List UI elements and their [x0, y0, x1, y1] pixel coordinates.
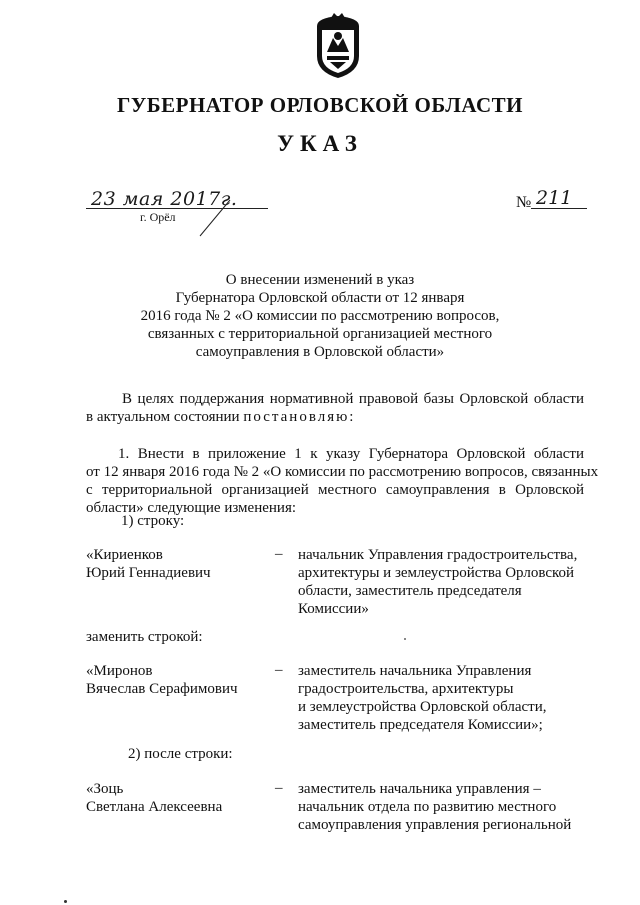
entry-1-dash: –	[275, 546, 283, 562]
preamble-text: в актуальном состоянии	[86, 409, 240, 425]
position-line: архитектуры и землеустройства Орловской	[298, 565, 575, 581]
item-1-line: 1. Внести в приложение 1 к указу Губернатора Орловской области	[118, 446, 584, 462]
item-1-line: области» следующие изменения:	[86, 500, 297, 516]
entry-2-given-name: Вячеслав Серафимович	[86, 681, 238, 697]
subject-line: самоуправления в Орловской области»	[195, 344, 445, 360]
preamble-paragraph	[86, 390, 584, 426]
position-line: заместитель начальника Управления	[298, 663, 532, 679]
signature-stroke	[190, 198, 240, 238]
entry-3-dash: –	[275, 780, 283, 796]
subitem-2: 2) после строки:	[128, 746, 233, 762]
decree-subject	[120, 271, 520, 361]
position-line: начальник Управления градостроительства,	[298, 547, 578, 563]
entry-3-surname: «Зоць	[86, 781, 124, 797]
position-line: начальник отдела по развитию местного	[298, 799, 557, 815]
entry-1-given-name: Юрий Геннадиевич	[86, 565, 211, 581]
item-1-line: от 12 января 2016 года № 2 «О комиссии по рассмотрению вопросов, связанных	[86, 464, 599, 480]
entry-1-position	[298, 546, 588, 618]
document-type-title: УКАЗ	[277, 131, 363, 156]
subitem-1: 1) строку:	[121, 513, 185, 529]
entry-2-dash: –	[275, 662, 283, 678]
position-line: и землеустройства Орловской области,	[298, 699, 547, 715]
issuing-authority-title: ГУБЕРНАТОР ОРЛОВСКОЙ ОБЛАСТИ	[116, 93, 524, 117]
coat-of-arms-emblem	[313, 12, 363, 80]
issue-city: г. Орёл	[140, 210, 176, 224]
position-line: области, заместитель председателя	[298, 583, 522, 599]
position-line: заместитель председателя Комиссии»;	[298, 717, 543, 733]
subject-line: связанных с территориальной организацией местного	[147, 326, 493, 342]
entry-2-position	[298, 662, 588, 734]
entry-3-position	[298, 780, 588, 834]
subject-line: Губернатора Орловской области от 12 января	[175, 290, 465, 306]
preamble-line	[86, 408, 584, 426]
position-line: градостроительства, архитектуры	[298, 681, 514, 697]
number-underline	[531, 208, 587, 209]
position-line: заместитель начальника управления –	[298, 781, 541, 797]
entry-1-surname: «Кириенков	[86, 547, 163, 563]
date-underline	[86, 208, 268, 209]
entry-3-given-name: Светлана Алексеевна	[86, 799, 223, 815]
scan-speck	[404, 638, 406, 640]
scan-speck	[64, 900, 67, 903]
replace-with-text: заменить строкой:	[86, 629, 203, 645]
subject-line: О внесении изменений в указ	[225, 272, 415, 288]
entry-2-surname: «Миронов	[86, 663, 153, 679]
number-label: №	[516, 194, 532, 211]
item-1-paragraph	[86, 445, 599, 517]
subject-line: 2016 года № 2 «О комиссии по рассмотрению вопросов,	[140, 308, 500, 324]
handwritten-number: 211	[536, 187, 573, 209]
preamble-line: В целях поддержания нормативной правовой базы Орловской области	[122, 391, 584, 407]
decree-keyword: постановляю:	[243, 409, 356, 425]
position-line: самоуправления управления региональной	[298, 817, 572, 833]
handwritten-date: 23 мая 2017г.	[91, 188, 238, 210]
item-1-line: с территориальной организацией местного самоуправления в Орловской	[86, 482, 584, 498]
position-line: Комиссии»	[298, 601, 369, 617]
